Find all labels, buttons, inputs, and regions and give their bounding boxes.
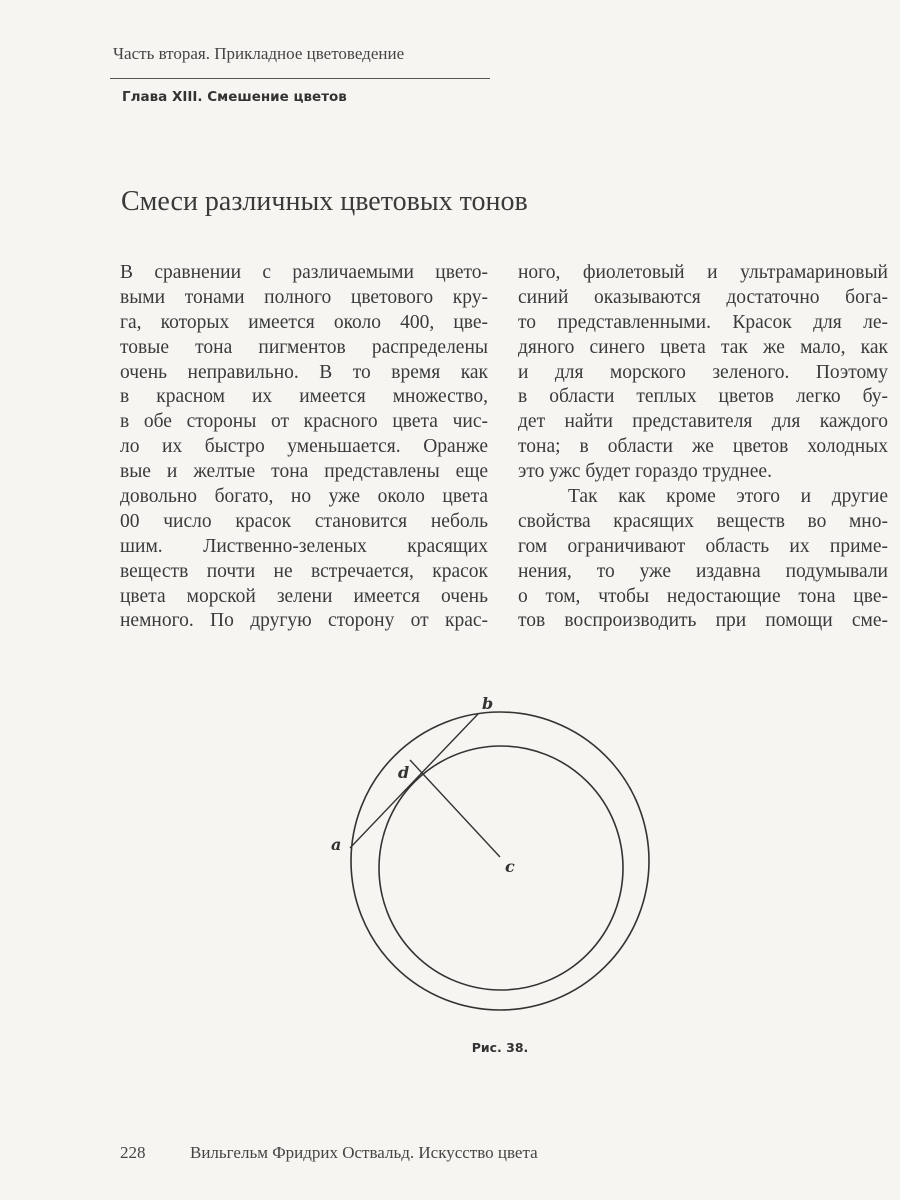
text-line: в обе стороны от красного цвета чис- (120, 411, 488, 433)
figure-38-diagram (300, 680, 700, 1040)
label-a: a (331, 835, 342, 854)
footer-text: Вильгельм Фридрих Оствальд. Искусство цвета (190, 1143, 538, 1162)
text-line: то представленными. Красок для ле- (518, 311, 888, 333)
chapter-title: Глава XIII. Смешение цветов (122, 89, 347, 105)
text-line: довольно богато, но уже около цвета (120, 486, 488, 508)
left-column (120, 261, 488, 634)
text-line: тона; в области же цветов холодных (518, 436, 888, 458)
text-line: немного. По другую сторону от крас- (120, 610, 488, 632)
text-line: Так как кроме этого и другие (568, 486, 888, 508)
text-line: шим. Лиственно-зеленых красящих (120, 535, 488, 557)
text-line: очень неправильно. В то время как (120, 361, 488, 383)
text-line: нения, то уже издавна подумывали (518, 560, 888, 582)
text-line: га, которых имеется около 400, цве- (120, 311, 488, 333)
inner-circle (379, 746, 623, 990)
header-rule (110, 78, 490, 79)
text-line: выми тонами полного цветового кру- (120, 286, 488, 308)
figure-caption: Рис. 38. (471, 1040, 529, 1055)
text-line: 00 число красок становится неболь (120, 510, 488, 532)
text-line: цвета морской зелени имеется очень (120, 585, 488, 607)
text-line: ло их быстро уменьшается. Оранже (120, 436, 488, 458)
section-title: Смеси различных цветовых тонов (121, 186, 528, 217)
label-d: d (398, 763, 410, 782)
radius-line-dc (410, 760, 500, 857)
text-line: это ужс будет гораздо труднее. (518, 461, 772, 483)
text-line: о том, чтобы недостающие тона цве- (518, 585, 888, 607)
text-line: гом ограничивают область их приме- (518, 535, 888, 557)
tangent-line-ab (350, 714, 478, 848)
outer-circle (351, 712, 649, 1010)
right-column (518, 261, 888, 634)
text-line: в области теплых цветов легко бу- (518, 386, 888, 408)
text-line: и для морского зеленого. Поэтому (518, 361, 888, 383)
text-line: тов воспроизводить при помощи сме- (518, 610, 888, 632)
text-line: в красном их имеется множество, (120, 386, 488, 408)
text-line: ного, фиолетовый и ультрамариновый (518, 262, 888, 283)
page-number: 228 (120, 1143, 146, 1162)
label-c: c (505, 857, 515, 876)
label-b: b (482, 694, 494, 713)
text-line: вые и желтые тона представлены еще (120, 461, 488, 483)
text-line: дет найти представителя для каждого (518, 411, 888, 433)
text-line: свойства красящих веществ во мно- (518, 510, 888, 532)
text-line: веществ почти не встречается, красок (120, 560, 488, 582)
text-line: товые тона пигментов распределены (120, 336, 488, 358)
running-header: Часть вторая. Прикладное цветоведение (113, 44, 405, 63)
text-line: В сравнении с различаемыми цвето- (120, 262, 488, 283)
text-line: дяного синего цвета так же мало, как (518, 336, 888, 358)
text-line: синий оказываются достаточно бога- (518, 286, 888, 308)
